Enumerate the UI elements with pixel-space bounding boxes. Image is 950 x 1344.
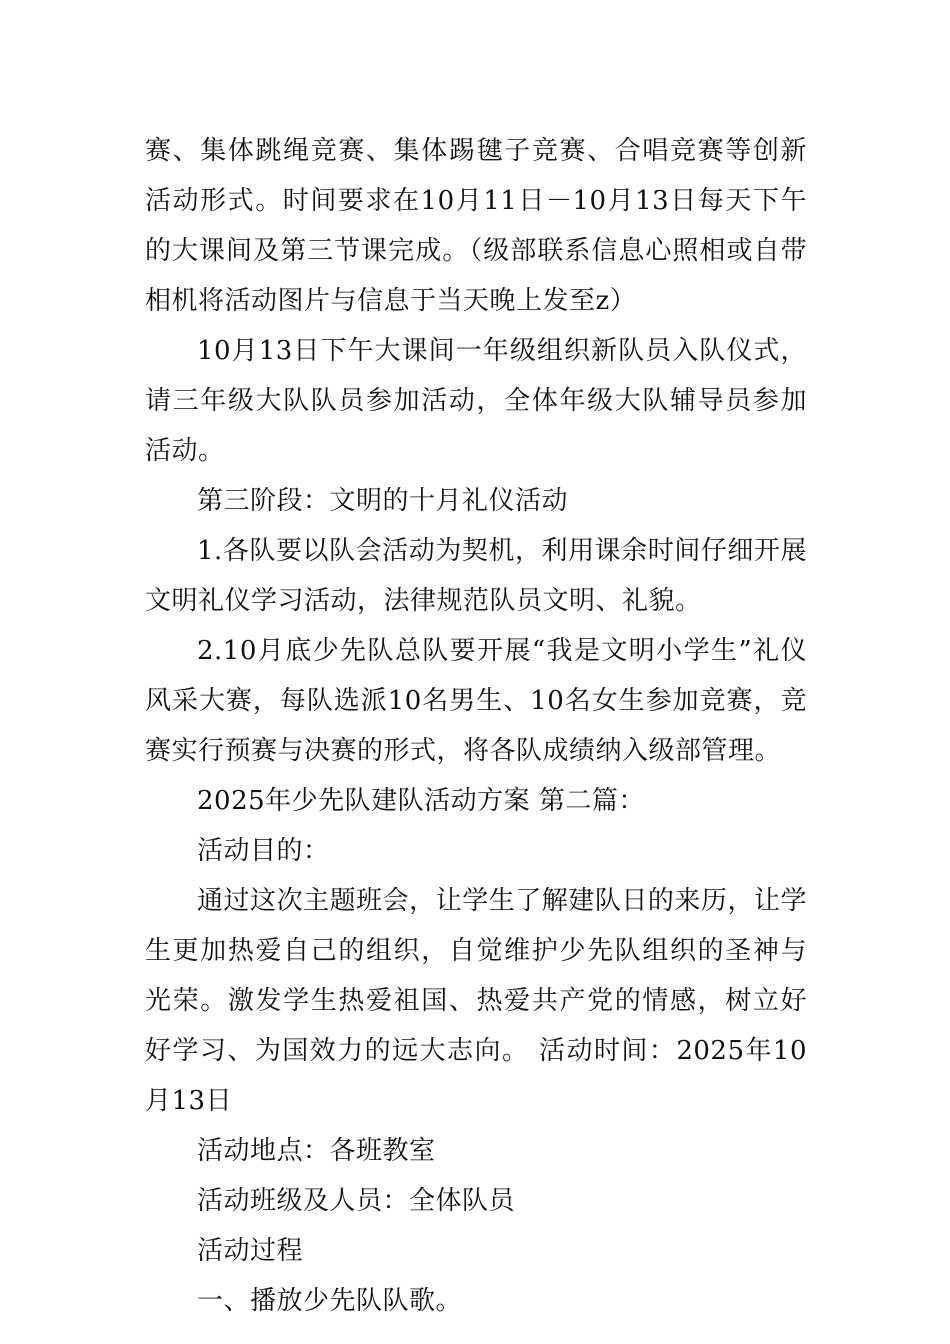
paragraph-participants: 活动班级及人员：全体队员 [197, 1186, 516, 1216]
paragraph-item-2: 2.10月底少先队总队要开展“我是文明小学生”礼仪风采大赛，每队选派10名男生、10名女生参加竞赛，竞赛实行预赛与决赛的形式，将各队成绩纳入级部管理。 [145, 636, 807, 766]
paragraph-activity-forms: 赛、集体跳绳竞赛、集体踢毽子竞赛、合唱竞赛等创新活动形式。时间要求在10月11日－10月13日每天下午的大课间及第三节课完成。（级部联系信息心照相或自带相机将活动图片与信息于当天晚上发至z） [145, 136, 807, 316]
paragraph-item-1: 1.各队要以队会活动为契机，利用课余时间仔细开展文明礼仪学习活动，法律规范队员文明、礼貌。 [145, 536, 807, 616]
paragraph-induction-ceremony: 10月13日下午大课间一年级组织新队员入队仪式，请三年级大队队员参加活动，全体年级大队辅导员参加活动。 [145, 336, 807, 466]
paragraph-purpose-body: 通过这次主题班会，让学生了解建队日的来历，让学生更加热爱自己的组织，自觉维护少先队组织的圣神与光荣。激发学生热爱祖国、热爱共产党的情感，树立好好学习、为国效力的远大志向。 活动时间：2025年10月13日 [145, 886, 807, 1116]
paragraph-step-one: 一、播放少先队队歌。 [197, 1286, 463, 1316]
paragraph-location: 活动地点：各班教室 [197, 1136, 436, 1166]
document-body [145, 126, 807, 1326]
paragraph-purpose-heading: 活动目的： [197, 836, 330, 866]
paragraph-second-plan-title: 2025年少先队建队活动方案 第二篇： [197, 786, 645, 816]
paragraph-stage-three-heading: 第三阶段：文明的十月礼仪活动 [197, 486, 569, 516]
paragraph-process-heading: 活动过程 [197, 1236, 304, 1266]
